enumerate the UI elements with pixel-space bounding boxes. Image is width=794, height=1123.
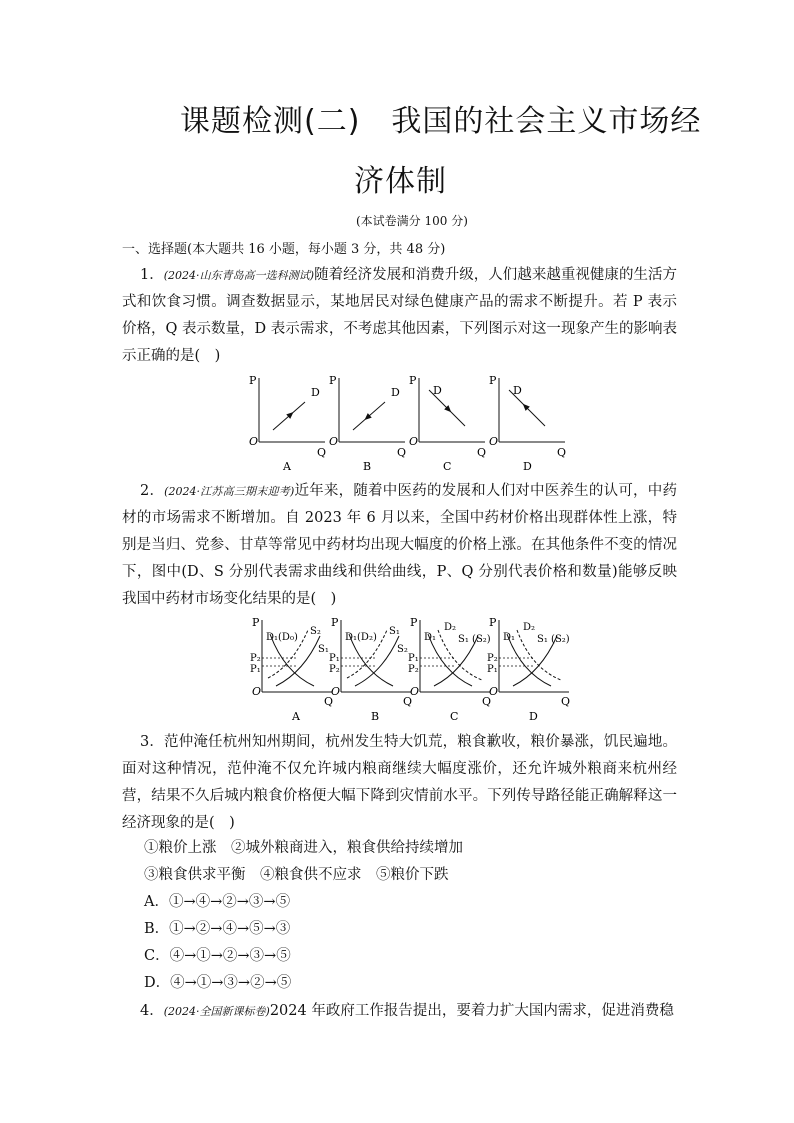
graph-letter: D: [523, 460, 532, 473]
supply-curve: [355, 636, 399, 686]
question-3-option-d[interactable]: D．④→①→③→②→⑤: [144, 975, 292, 991]
question-4-text: 2024 年政府工作报告提出，要着力扩大国内需求，促进消费稳: [269, 1003, 674, 1019]
question-1-text: 随着经济发展和消费升级，人们越来越重视健康的生活方式和饮食习惯。调查数据显示，某地居民对绿色健康产品的需求不断提升。若 P 表示价格，Q 表示数量，D 表示需求，不考虑其他因素，下列图示对这一现象产生的影响表示正确的是( ): [122, 267, 677, 364]
price-top-label: P₁: [329, 653, 340, 664]
demand-label: D₁: [503, 632, 516, 643]
q2-graph-b: [329, 616, 412, 723]
axis-label-q: Q: [482, 695, 492, 708]
page-title-line1: 课题检测(二) 我国的社会主义市场经: [180, 104, 702, 139]
price-top-label: P₂: [250, 653, 261, 664]
graph-letter: B: [371, 710, 380, 723]
demand-label: D: [513, 384, 522, 397]
q2-graph-c: [408, 616, 491, 723]
q1-graph-b: [329, 374, 406, 473]
graph-letter: C: [443, 460, 452, 473]
axis-label-p: P: [252, 616, 260, 629]
question-1-number: 1．: [140, 267, 164, 283]
axis-label-q: Q: [403, 695, 413, 708]
origin-label: O: [252, 685, 262, 698]
graph-letter: D: [529, 710, 538, 723]
score-note: (本试卷满分 100 分): [356, 214, 468, 228]
axis-label-q: Q: [324, 695, 334, 708]
axis-label-q: Q: [557, 446, 567, 459]
price-low-label: P₁: [250, 664, 261, 675]
axis-label-q: Q: [317, 446, 327, 459]
axis-label-q: Q: [477, 446, 487, 459]
axis-label-p: P: [249, 374, 257, 387]
origin-label: O: [489, 435, 499, 448]
demand-label: D₁(D₀): [266, 632, 298, 643]
question-3-option-c[interactable]: C．④→①→②→③→⑤: [144, 948, 291, 964]
graph-letter: A: [292, 710, 300, 723]
origin-label: O: [249, 435, 259, 448]
demand-2-label: D₂: [444, 622, 457, 633]
axis-label-q: Q: [561, 695, 571, 708]
graph-letter: C: [450, 710, 459, 723]
origin-label: O: [409, 435, 419, 448]
question-2-figures: [248, 614, 578, 724]
axis-label-p: P: [331, 616, 339, 629]
axis-label-p: P: [489, 616, 497, 629]
origin-label: O: [331, 685, 341, 698]
page-title-line2: 济体制: [354, 164, 447, 199]
question-1-source: (2024·山东青岛高一选科测试): [163, 269, 315, 282]
graph-letter: A: [283, 460, 291, 473]
axis-label-p: P: [329, 374, 337, 387]
q2-graph-d: [487, 616, 570, 723]
demand-label: D: [391, 386, 400, 399]
question-1-figures: [245, 372, 575, 474]
supply-top-label: S₂: [310, 626, 321, 637]
supply-low-label: S₂: [397, 644, 408, 655]
question-3-items-line1: ①粮价上涨 ②城外粮商进入，粮食供给持续增加: [144, 840, 463, 856]
price-low-label: P₁: [487, 664, 498, 675]
question-2: [122, 478, 677, 613]
supply-low-label: S₁: [318, 644, 329, 655]
price-top-label: P₂: [487, 653, 498, 664]
question-3-number: 3．: [140, 734, 165, 750]
question-3-option-a[interactable]: A．①→④→②→③→⑤: [144, 894, 291, 910]
question-3: [122, 729, 677, 837]
origin-label: O: [329, 435, 339, 448]
question-3-items-line2: ③粮食供求平衡 ④粮食供不应求 ⑤粮价下跌: [144, 867, 449, 883]
demand-label: D: [311, 386, 320, 399]
axis-label-p: P: [489, 374, 497, 387]
question-4-source: (2024·全国新课标卷): [163, 1005, 270, 1018]
axis-label-p: P: [410, 616, 418, 629]
section-heading: 一、选择题(本大题共 16 小题，每小题 3 分，共 48 分): [122, 242, 446, 257]
q1-graph-a: [249, 374, 326, 473]
question-4: [122, 998, 677, 1025]
price-low-label: P₂: [408, 664, 419, 675]
demand-2-label: D₂: [523, 622, 536, 633]
question-1: [122, 262, 677, 370]
supply-label: S₁ (S₂): [458, 634, 491, 645]
question-4-number: 4．: [140, 1003, 164, 1019]
q1-graph-d: [489, 374, 566, 473]
demand-label: D₁(D₂): [345, 632, 377, 643]
question-2-text: 近年来，随着中医药的发展和人们对中医养生的认可，中药材的市场需求不断增加。自 2023 年 6 月以来，全国中药材价格出现群体性上涨，特别是当归、党参、甘草等常见中药材均出现大幅度的价格上涨。在其他条件不变的情况下，图中(D、S 分别代表需求曲线和供给曲线，P、Q 分别代表价格和数量)能够反映我国中药材市场变化结果的是( ): [122, 483, 678, 607]
graph-letter: B: [363, 460, 372, 473]
supply-label: S₁ (S₂): [537, 634, 570, 645]
question-2-source: (2024·江苏高三期末迎考): [164, 485, 295, 498]
demand-label: D: [433, 384, 442, 397]
axis-label-q: Q: [397, 446, 407, 459]
supply-curve: [276, 636, 320, 686]
question-2-number: 2．: [140, 483, 165, 499]
price-top-label: P₁: [408, 653, 419, 664]
supply-top-label: S₁: [389, 626, 400, 637]
price-low-label: P₂: [329, 664, 340, 675]
origin-label: O: [489, 685, 499, 698]
origin-label: O: [410, 685, 420, 698]
question-3-option-b[interactable]: B．①→②→④→⑤→③: [144, 921, 291, 937]
demand-label: D₁: [424, 632, 437, 643]
axis-label-p: P: [409, 374, 417, 387]
q1-graph-c: [409, 374, 486, 473]
question-3-text: 范仲淹任杭州知州期间，杭州发生特大饥荒，粮食歉收，粮价暴涨，饥民遍地。面对这种情况，范仲淹不仅允许城内粮商继续大幅度涨价，还允许城外粮商来杭州经营，结果不久后城内粮食价格便大幅下降到灾情前水平。下列传导路径能正确解释这一经济现象的是( ): [122, 734, 677, 831]
q2-graph-a: [250, 616, 333, 723]
